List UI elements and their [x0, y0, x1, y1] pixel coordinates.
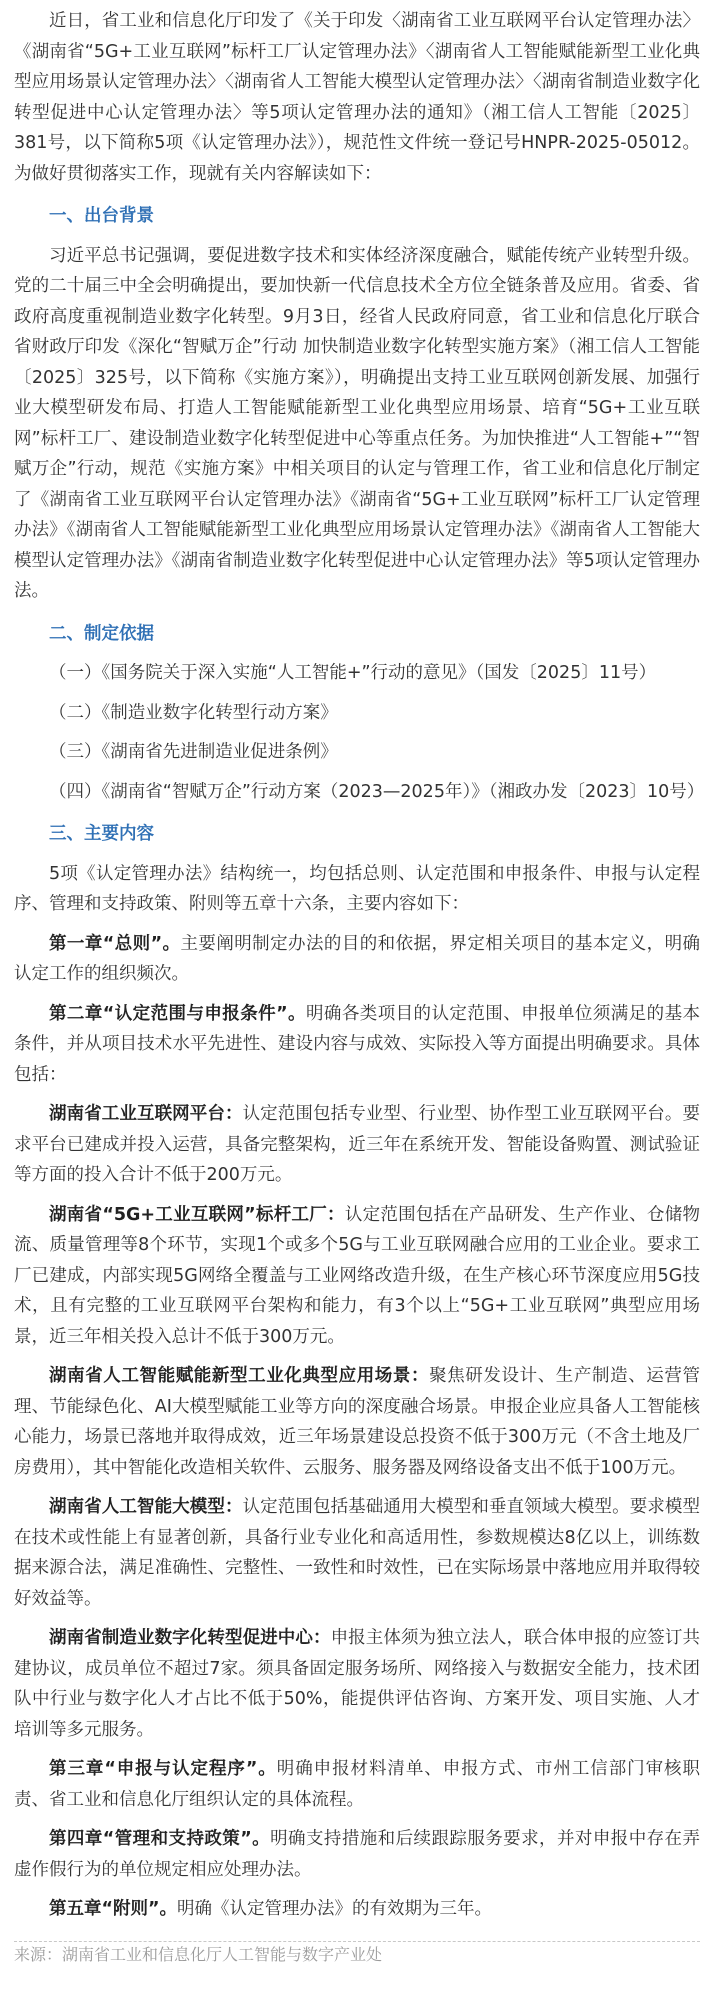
section-heading-main-content: 三、主要内容: [49, 824, 154, 844]
item-text: 聚焦研发设计、生产制造、运营管理、节能绿色化、AI大模型赋能工业等方向的深度融合场景。申报企业应具备人工智能核心能力，场景已落地并取得成效，近三年场景建设总投资不低于300万元（不含土地及厂房费用），其中智能化改造相关软件、云服务、服务器及网络设备支出不低于100万元。: [14, 1366, 701, 1478]
chapter-1-label: 第一章“总则”。: [49, 933, 181, 954]
chapter-4-text: 明确支持措施和后续跟踪服务要求，并对申报中存在弄虚作假行为的单位规定相应处理办法。: [14, 1829, 700, 1880]
item-industrial-internet-platform: [14, 1099, 700, 1191]
chapter-2-label: 第二章“认定范围与申报条件”。: [49, 1003, 306, 1024]
chapter-5-text: 明确《认定管理办法》的有效期为三年。: [177, 1899, 493, 1919]
item-label: 湖南省制造业数字化转型促进中心：: [49, 1628, 331, 1648]
item-ai-application-scenario: [14, 1361, 700, 1483]
basis-item: （一）《国务院关于深入实施“人工智能+”行动的意见》（国发〔2025〕11号）: [49, 663, 657, 683]
intro-paragraph: 近日，省工业和信息化厅印发了《关于印发〈湖南省工业互联网平台认定管理办法〉《湖南省“5G+工业互联网”标杆工厂认定管理办法》〈湖南省人工智能赋能新型工业化典型应用场景认定管理办法〉〈湖南省人工智能大模型认定管理办法〉〈湖南省制造业数字化转型促进中心认定管理办法〉等5项认定管理办法的通知》（湘工信人工智能〔2025〕381号，以下简称5项《认定管理办法》），规范性文件统一登记号HNPR-2025-05012。为做好贯彻落实工作，现就有关内容解读如下：: [14, 11, 700, 184]
basis-item: （二）《制造业数字化转型行动方案》: [49, 702, 338, 723]
item-digital-transformation-center: [14, 1623, 700, 1745]
item-label: 湖南省“5G+工业互联网”标杆工厂：: [49, 1204, 345, 1225]
item-text: 认定范围包括在产品研发、生产作业、仓储物流、质量管理等8个环节，实现1个或多个5G与工业互联网融合应用的工业企业。要求工厂已建成，内部实现5G网络全覆盖与工业网络改造升级，在生产核心环节深度应用5G技术，且有完整的工业互联网平台架构和能力，有3个以上“5G+工业互联网”典型应用场景，近三年相关投入总计不低于300万元。: [14, 1204, 700, 1347]
item-text: 申报主体须为独立法人，联合体申报的应签订共建协议，成员单位不超过7家。须具备固定服务场所、网络接入与数据安全能力，技术团队中行业与数字化人才占比不低于50%，能提供评估咨询、方案开发、项目实施、人才培训等多元服务。: [14, 1628, 701, 1740]
chapter-4-label: 第四章“管理和支持政策”。: [49, 1829, 271, 1849]
chapter-3-paragraph: [14, 1754, 700, 1815]
item-text: 认定范围包括专业型、行业型、协作型工业互联网平台。要求平台已建成并投入运营，具备完整架构，近三年在系统开发、智能设备购置、测试验证等方面的投入合计不低于200万元。: [14, 1104, 701, 1185]
item-label: 湖南省工业互联网平台：: [49, 1104, 243, 1124]
section-heading-basis: 二、制定依据: [49, 623, 154, 644]
main-content-intro: 5项《认定管理办法》结构统一，均包括总则、认定范围和申报条件、申报与认定程序、管理和支持政策、附则等五章十六条，主要内容如下：: [14, 863, 700, 914]
item-5g-benchmark-factory: [14, 1200, 700, 1353]
source-line: 来源：湖南省工业和信息化厅人工智能与数字产业处: [14, 1944, 383, 1964]
item-label: 湖南省人工智能赋能新型工业化典型应用场景：: [49, 1366, 430, 1386]
chapter-3-text: 明确申报材料清单、申报方式、市州工信部门审核职责、省工业和信息化厅组织认定的具体流程。: [14, 1759, 700, 1810]
chapter-5-label: 第五章“附则”。: [49, 1899, 178, 1919]
chapter-1-text: 主要阐明制定办法的目的和依据，界定相关项目的基本定义，明确认定工作的组织频次。: [14, 933, 700, 984]
chapter-2-paragraph: [14, 999, 700, 1091]
item-label: 湖南省人工智能大模型：: [49, 1497, 243, 1517]
basis-item: （四）《湖南省“智赋万企”行动方案（2023—2025年）》（湘政办发〔2023〕10号）: [49, 781, 705, 802]
chapter-4-paragraph: [14, 1824, 700, 1885]
chapter-5-paragraph: [14, 1894, 700, 1925]
chapter-2-text: 明确各类项目的认定范围、申报单位须满足的基本条件，并从项目技术水平先进性、建设内容与成效、实际投入等方面提出明确要求。具体包括：: [14, 1003, 700, 1085]
section-heading-background: 一、出台背景: [49, 206, 154, 226]
basis-item: （三）《湖南省先进制造业促进条例》: [49, 742, 338, 762]
item-ai-large-model: [14, 1492, 700, 1614]
chapter-3-label: 第三章“申报与认定程序”。: [49, 1759, 277, 1779]
item-text: 认定范围包括基础通用大模型和垂直领域大模型。要求模型在技术或性能上有显著创新，具备行业专业化和高适用性，参数规模达8亿以上，训练数据来源合法，满足准确性、完整性、一致性和时效性，已在实际场景中落地应用并取得较好效益等。: [14, 1497, 701, 1609]
chapter-1-paragraph: [14, 929, 700, 990]
background-paragraph: 习近平总书记强调，要促进数字技术和实体经济深度融合，赋能传统产业转型升级。党的二十届三中全会明确提出，要加快新一代信息技术全方位全链条普及应用。省委、省政府高度重视制造业数字化转型。9月3日，经省人民政府同意，省工业和信息化厅联合省财政厅印发《深化“智赋万企”行动 加快制造业数字化转型实施方案》（湘工信人工智能〔2025〕325号，以下简称《实施方案》），明确提出支持工业互联网创新发展、加强行业大模型研发布局、打造人工智能赋能新型工业化典型应用场景、培育“5G+工业互联网”标杆工厂、建设制造业数字化转型促进中心等重点任务。为加快推进“人工智能+”“智赋万企”行动，规范《实施方案》中相关项目的认定与管理工作，省工业和信息化厅制定了《湖南省工业互联网平台认定管理办法》《湖南省“5G+工业互联网”标杆工厂认定管理办法》《湖南省人工智能赋能新型工业化典型应用场景认定管理办法》《湖南省人工智能大模型认定管理办法》《湖南省制造业数字化转型促进中心认定管理办法》等5项认定管理办法。: [14, 245, 700, 601]
